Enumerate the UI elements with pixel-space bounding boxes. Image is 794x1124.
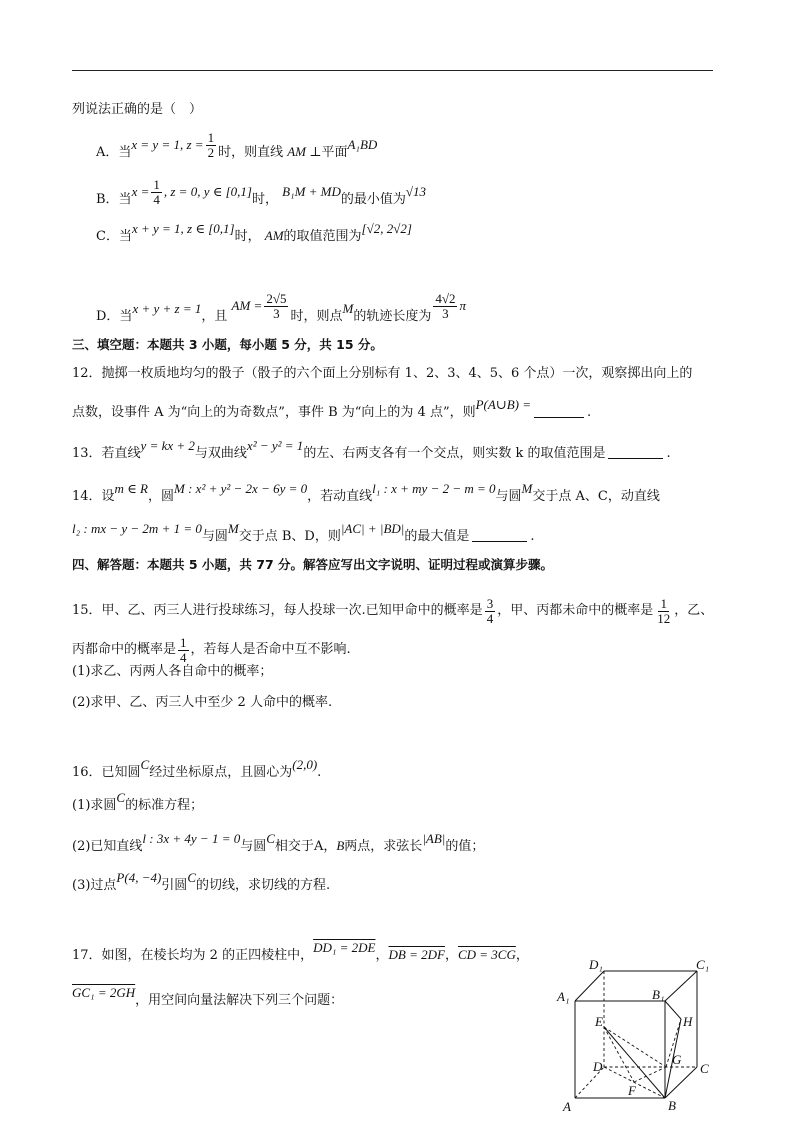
fraction: $\frac{4√2}{3}$ [435,291,456,321]
label-a: A [563,1099,571,1114]
question-17-line1: 17．如图，在棱长均为 2 的正四棱柱中，DD₁ = 2DE，DB = 2DF，CD = 3CG， [72,940,529,963]
question-15-line1: 15．甲、乙、丙三人进行投球练习，每人投球一次.已知甲命中的概率是 $\frac{3}{4}$ ，甲、丙都未命中的概率是 $\frac{1}{12}$ ，乙、 [72,596,714,626]
section-heading-solutions: 四、解答题：本题共 5 小题，共 77 分。解答应写出文字说明、证明过程或演算步骤。 [72,557,554,572]
label-c: C [700,1061,709,1076]
question-17-line2: GC₁ = 2GH，用空间向量法解决下列三个问题： [72,985,344,1008]
question-16-part2: (2)已知直线l : 3x + 4y − 1 = 0与圆C相交于A，B两点，求弦长|AB|的值； [72,831,485,854]
question-14-line1: 14．设m ∈ R，圆M : x² + y² − 2x − 6y = 0，若动直线l₁ : x + my − 2 − m = 0与圆M交于点 A、C，动直线 [72,481,660,504]
option-d: D．当x + y + z = 1，且 AM = $\frac{2√5}{3}$ 时，则点M的轨迹长度为 $\frac{4√2}{3}$ π [96,291,466,324]
header-rule [72,70,713,71]
segment-e-g [604,1027,666,1067]
label-b: B [668,1098,676,1113]
edge-a1-d1 [575,971,604,1001]
fraction: $\frac{1}{12}$ [657,596,671,626]
question-14-line2: l₂ : mx − y − 2m + 1 = 0与圆M交于点 B、D，则|AC| + |BD|的最大值是 . [72,521,535,544]
question-intro: 列说法正确的是（ ） [72,102,203,117]
question-13: 13．若直线y = kx + 2与双曲线x² − y² = 1的左、右两支各有一个交点，则实数 k 的取值范围是 . [72,438,671,461]
fraction: $\frac{2√5}{3}$ [266,291,287,321]
fraction: $\frac{1}{4}$ [153,177,160,207]
label-g: G [672,1052,682,1067]
section-heading-fill-blank: 三、填空题：本题共 3 小题，每小题 5 分，共 15 分。 [72,337,383,352]
label-h: H [683,1014,693,1029]
segment-b1-h [665,1001,681,1019]
answer-blank[interactable] [534,405,584,418]
label-f: F [628,1083,636,1098]
label-c1: C₁ [696,957,710,972]
answer-blank[interactable] [472,529,527,542]
segment-e-f [604,1027,634,1082]
question-16-part3: (3)过点P(4, −4)引圆C的切线，求切线的方程. [72,870,331,893]
prism-figure [555,955,725,1115]
question-15-line2: 丙都命中的概率是 $\frac{1}{4}$ ，若每人是否命中互不影响. [72,635,351,665]
question-12-line2: 点数，设事件 A 为“向上的为奇数点”，事件 B 为“向上的为 4 点”，则P(A∪B) =. [72,397,592,420]
fraction: $\frac{1}{2}$ [207,130,215,160]
segment-f-g [634,1067,666,1082]
answer-blank[interactable] [608,446,663,459]
option-a: A．当x = y = 1, z = $\frac{1}{2}$ 时，则直线 AM ⊥平面A₁BD [96,130,378,160]
label-d1: D₁ [589,957,603,972]
question-16: 16．已知圆C经过坐标原点，且圆心为(2,0). [72,757,322,780]
question-15-part1: (1)求乙、丙两人各自命中的概率； [72,664,273,679]
option-b: B．当x = $\frac{1}{4}$ , z = 0, y ∈ [0,1]时， B₁M + MD的最小值为√13 [96,177,427,207]
question-15-part2: (2)求甲、乙、丙三人中至少 2 人命中的概率. [72,695,333,710]
fraction: $\frac{3}{4}$ [486,596,494,626]
edge-b1-c1 [665,971,697,1001]
option-c: C．当x + y = 1, z ∈ [0,1]时， AM的取值范围为[√2, 2√2] [96,221,412,244]
question-16-part1: (1)求圆C的标准方程； [72,790,204,813]
edge-b-c [665,1067,697,1098]
fraction: $\frac{1}{4}$ [180,635,187,665]
label-a1: A₁ [557,989,570,1004]
label-e: E [595,1014,603,1029]
question-12-line1: 12．抛掷一枚质地均匀的骰子（骰子的六个面上分别标有 1、2、3、4、5、6 个点）一次，观察掷出向上的 [72,366,693,381]
label-b1: B₁ [652,987,665,1002]
label-d: D [593,1059,603,1074]
